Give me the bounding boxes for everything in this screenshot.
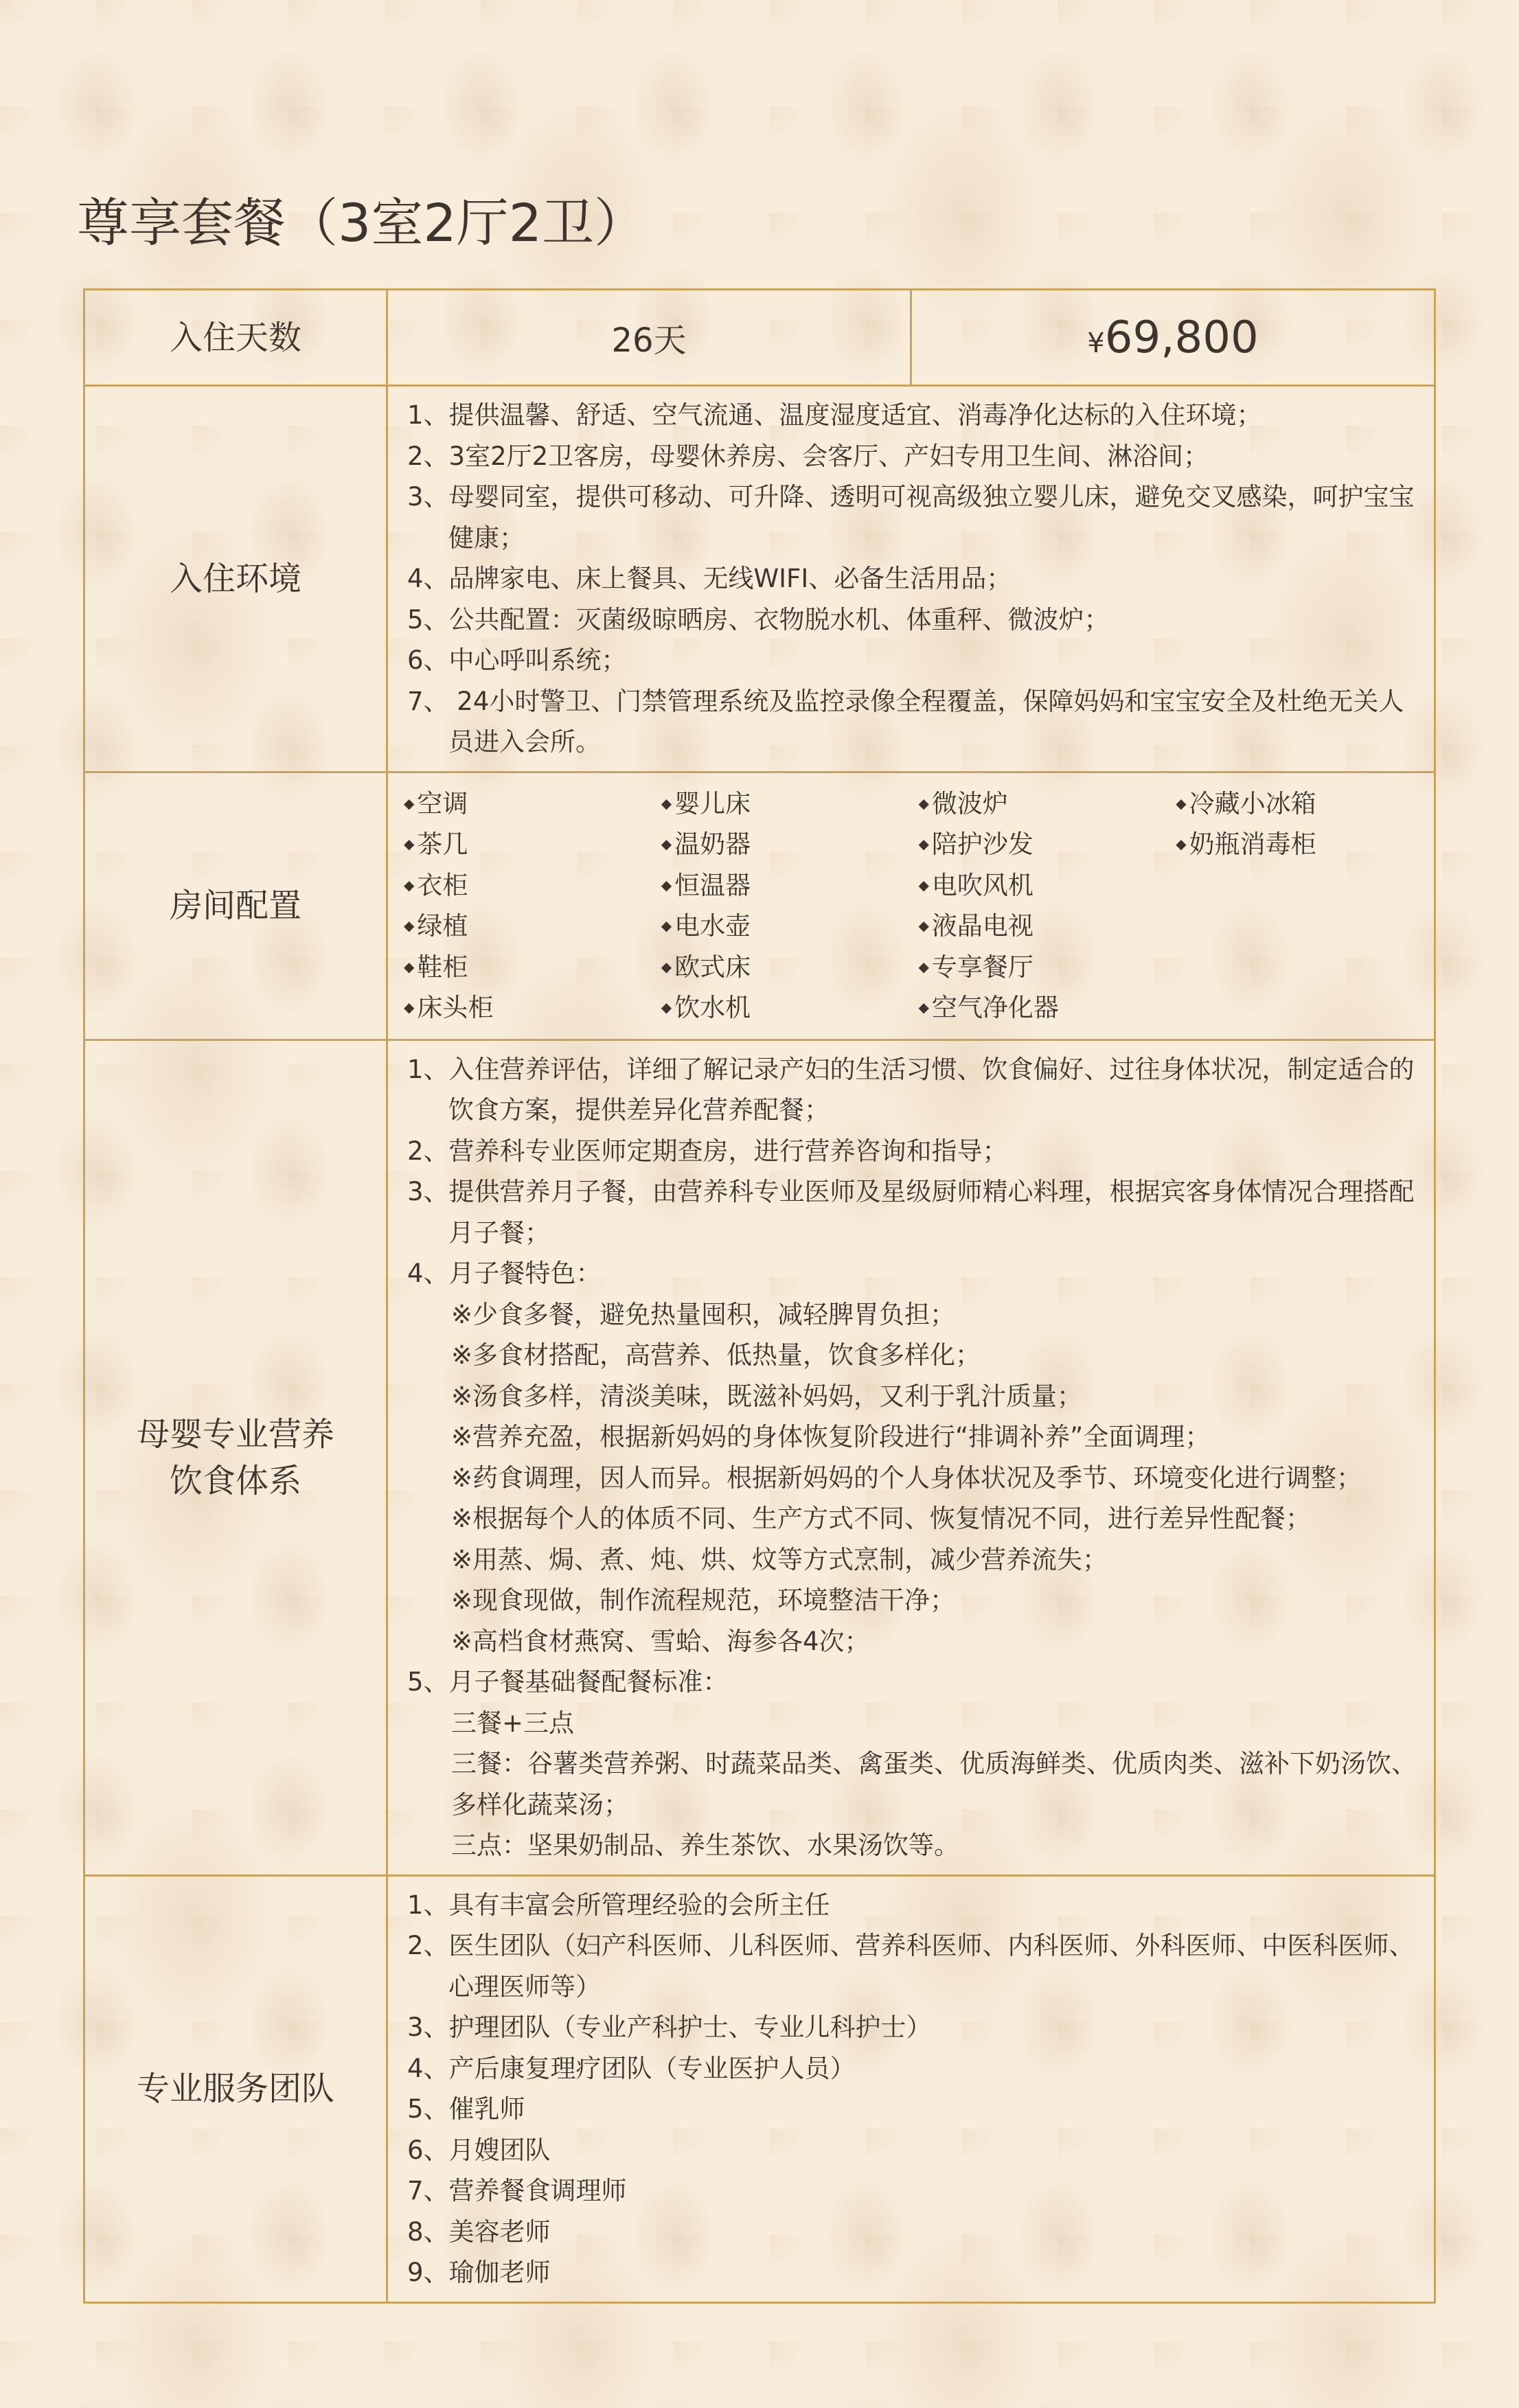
- feature-item: ※高档食材燕窝、雪蛤、海参各4次；: [451, 1626, 870, 1656]
- list-item: 7、 24小时警卫、门禁管理系统及监控录像全程覆盖，保障妈妈和宝宝安全及杜绝无关人员进入会所。: [407, 686, 1404, 757]
- list-item: 8、美容老师: [407, 2216, 551, 2247]
- list-item: 1、提供温馨、舒适、空气流通、温度湿度适宜、消毒净化达标的入住环境；: [407, 400, 1262, 430]
- team-row: [84, 1875, 1435, 2302]
- list-item: ◆ 液晶电视: [919, 906, 1176, 947]
- list-item: ◆ 电水壶: [661, 906, 919, 947]
- list-item: 2、医生团队（妇产科医师、儿科医师、营养科医师、内科医师、外科医师、中医科医师、心理医师等）: [407, 1931, 1415, 2002]
- standard-item: 三餐：谷薯类营养粥、时蔬菜品类、禽蛋类、优质海鲜类、优质肉类、滋补下奶汤饮、多样化蔬菜汤；: [451, 1749, 1417, 1820]
- list-item: ◆ 婴儿床: [661, 783, 919, 825]
- list-item: ◆ 鞋柜: [404, 947, 661, 988]
- feature-item: ※营养充盈，根据新妈妈的身体恢复阶段进行“排调补养”全面调理；: [451, 1422, 1211, 1452]
- package-table: [83, 288, 1436, 2304]
- price-value: 69,800: [1104, 312, 1259, 363]
- feature-item: ※多食材搭配，高营养、低热量，饮食多样化；: [451, 1340, 981, 1370]
- list-item: 3、提供营养月子餐，由营养科专业医师及星级厨师精心料理，根据宾客身体情况合理搭配月子餐；: [407, 1177, 1415, 1248]
- list-item: 4、品牌家电、床上餐具、无线WIFI、必备生活用品；: [407, 564, 1012, 593]
- list-item: ◆ 饮水机: [661, 987, 919, 1029]
- list-item: ◆ 微波炉: [919, 783, 1176, 825]
- page-title: 尊享套餐（3室2厅2卫）: [77, 192, 647, 253]
- list-item: 6、中心呼叫系统；: [407, 645, 627, 675]
- feature-item: ※现食现做，制作流程规范，环境整洁干净；: [451, 1585, 956, 1615]
- list-item: ◆ 电吹风机: [919, 865, 1176, 906]
- list-item: ◆ 奶瓶消毒柜: [1176, 824, 1433, 865]
- feature-item: ※药食调理，因人而异。根据新妈妈的个人身体状况及季节、环境变化进行调整；: [451, 1463, 1362, 1493]
- standard-item: 三餐+三点: [451, 1708, 575, 1738]
- nutrition-label-line2: 饮食体系: [169, 1461, 301, 1500]
- list-item: ◆ 恒温器: [661, 865, 919, 906]
- room-content: [387, 772, 1435, 1040]
- room-label: 房间配置: [84, 772, 387, 1040]
- stay-days: 26天: [387, 290, 911, 386]
- room-row: [84, 772, 1435, 1040]
- list-item: 5、月子餐基础餐配餐标准：: [407, 1667, 729, 1697]
- list-item: 1、具有丰富会所管理经验的会所主任: [407, 1890, 830, 1920]
- nutrition-label: [84, 1040, 387, 1875]
- nutrition-content: [387, 1040, 1435, 1875]
- list-item: ◆ 空调: [404, 783, 661, 825]
- environment-content: [387, 386, 1435, 772]
- list-item: ◆ 绿植: [404, 906, 661, 947]
- list-item: 5、催乳师: [407, 2094, 525, 2124]
- currency-symbol: ¥: [1087, 327, 1105, 359]
- team-content: [387, 1875, 1435, 2302]
- list-item: 4、月子餐特色：: [407, 1259, 602, 1288]
- nutrition-row: [84, 1040, 1435, 1875]
- feature-item: ※用蒸、焗、煮、炖、烘、炆等方式烹制，减少营养流失；: [451, 1544, 1108, 1574]
- list-item: 5、公共配置：灭菌级晾晒房、衣物脱水机、体重秤、微波炉；: [407, 604, 1110, 634]
- nutrition-label-line1: 母婴专业营养: [136, 1414, 334, 1454]
- stay-price: [911, 290, 1435, 386]
- list-item: ◆ 衣柜: [404, 865, 661, 906]
- room-grid: [389, 774, 1433, 1038]
- list-item: 3、母婴同室，提供可移动、可升降、透明可视高级独立婴儿床，避免交叉感染，呵护宝宝健康；: [407, 482, 1415, 553]
- list-item: ◆ 空气净化器: [919, 987, 1176, 1029]
- environment-label: 入住环境: [84, 386, 387, 772]
- list-item: 7、营养餐食调理师: [407, 2176, 627, 2205]
- list-item: ◆ 冷藏小冰箱: [1176, 783, 1433, 825]
- list-item: 3、护理团队（专业产科护士、专业儿科护士）: [407, 2013, 932, 2042]
- list-item: 2、营养科专业医师定期查房，进行营养咨询和指导；: [407, 1136, 1008, 1166]
- list-item: 6、月嫂团队: [407, 2135, 551, 2165]
- feature-item: ※根据每个人的体质不同、生产方式不同、恢复情况不同，进行差异性配餐；: [451, 1504, 1311, 1533]
- feature-item: ※汤食多样，清淡美味，既滋补妈妈，又利于乳汁质量；: [451, 1381, 1083, 1411]
- list-item: ◆ 陪护沙发: [919, 824, 1176, 865]
- stay-row: [84, 290, 1435, 386]
- list-item: 2、3室2厅2卫客房，母婴休养房、会客厅、产妇专用卫生间、淋浴间；: [407, 441, 1209, 471]
- standard-item: 三点：坚果奶制品、养生茶饮、水果汤饮等。: [451, 1831, 959, 1860]
- feature-item: ※少食多餐，避免热量囤积，减轻脾胃负担；: [451, 1299, 956, 1329]
- list-item: 4、产后康复理疗团队（专业医护人员）: [407, 2053, 856, 2083]
- stay-label: 入住天数: [84, 290, 387, 386]
- environment-row: [84, 386, 1435, 772]
- list-item: 9、瑜伽老师: [407, 2258, 551, 2287]
- team-label: 专业服务团队: [84, 1875, 387, 2302]
- list-item: ◆ 温奶器: [661, 824, 919, 865]
- list-item: ◆ 茶几: [404, 824, 661, 865]
- list-item: 1、入住营养评估，详细了解记录产妇的生活习惯、饮食偏好、过往身体状况，制定适合的饮食方案，提供差异化营养配餐；: [407, 1054, 1415, 1125]
- list-item: ◆ 欧式床: [661, 947, 919, 988]
- list-item: ◆ 专享餐厅: [919, 947, 1176, 988]
- list-item: ◆ 床头柜: [404, 987, 661, 1029]
